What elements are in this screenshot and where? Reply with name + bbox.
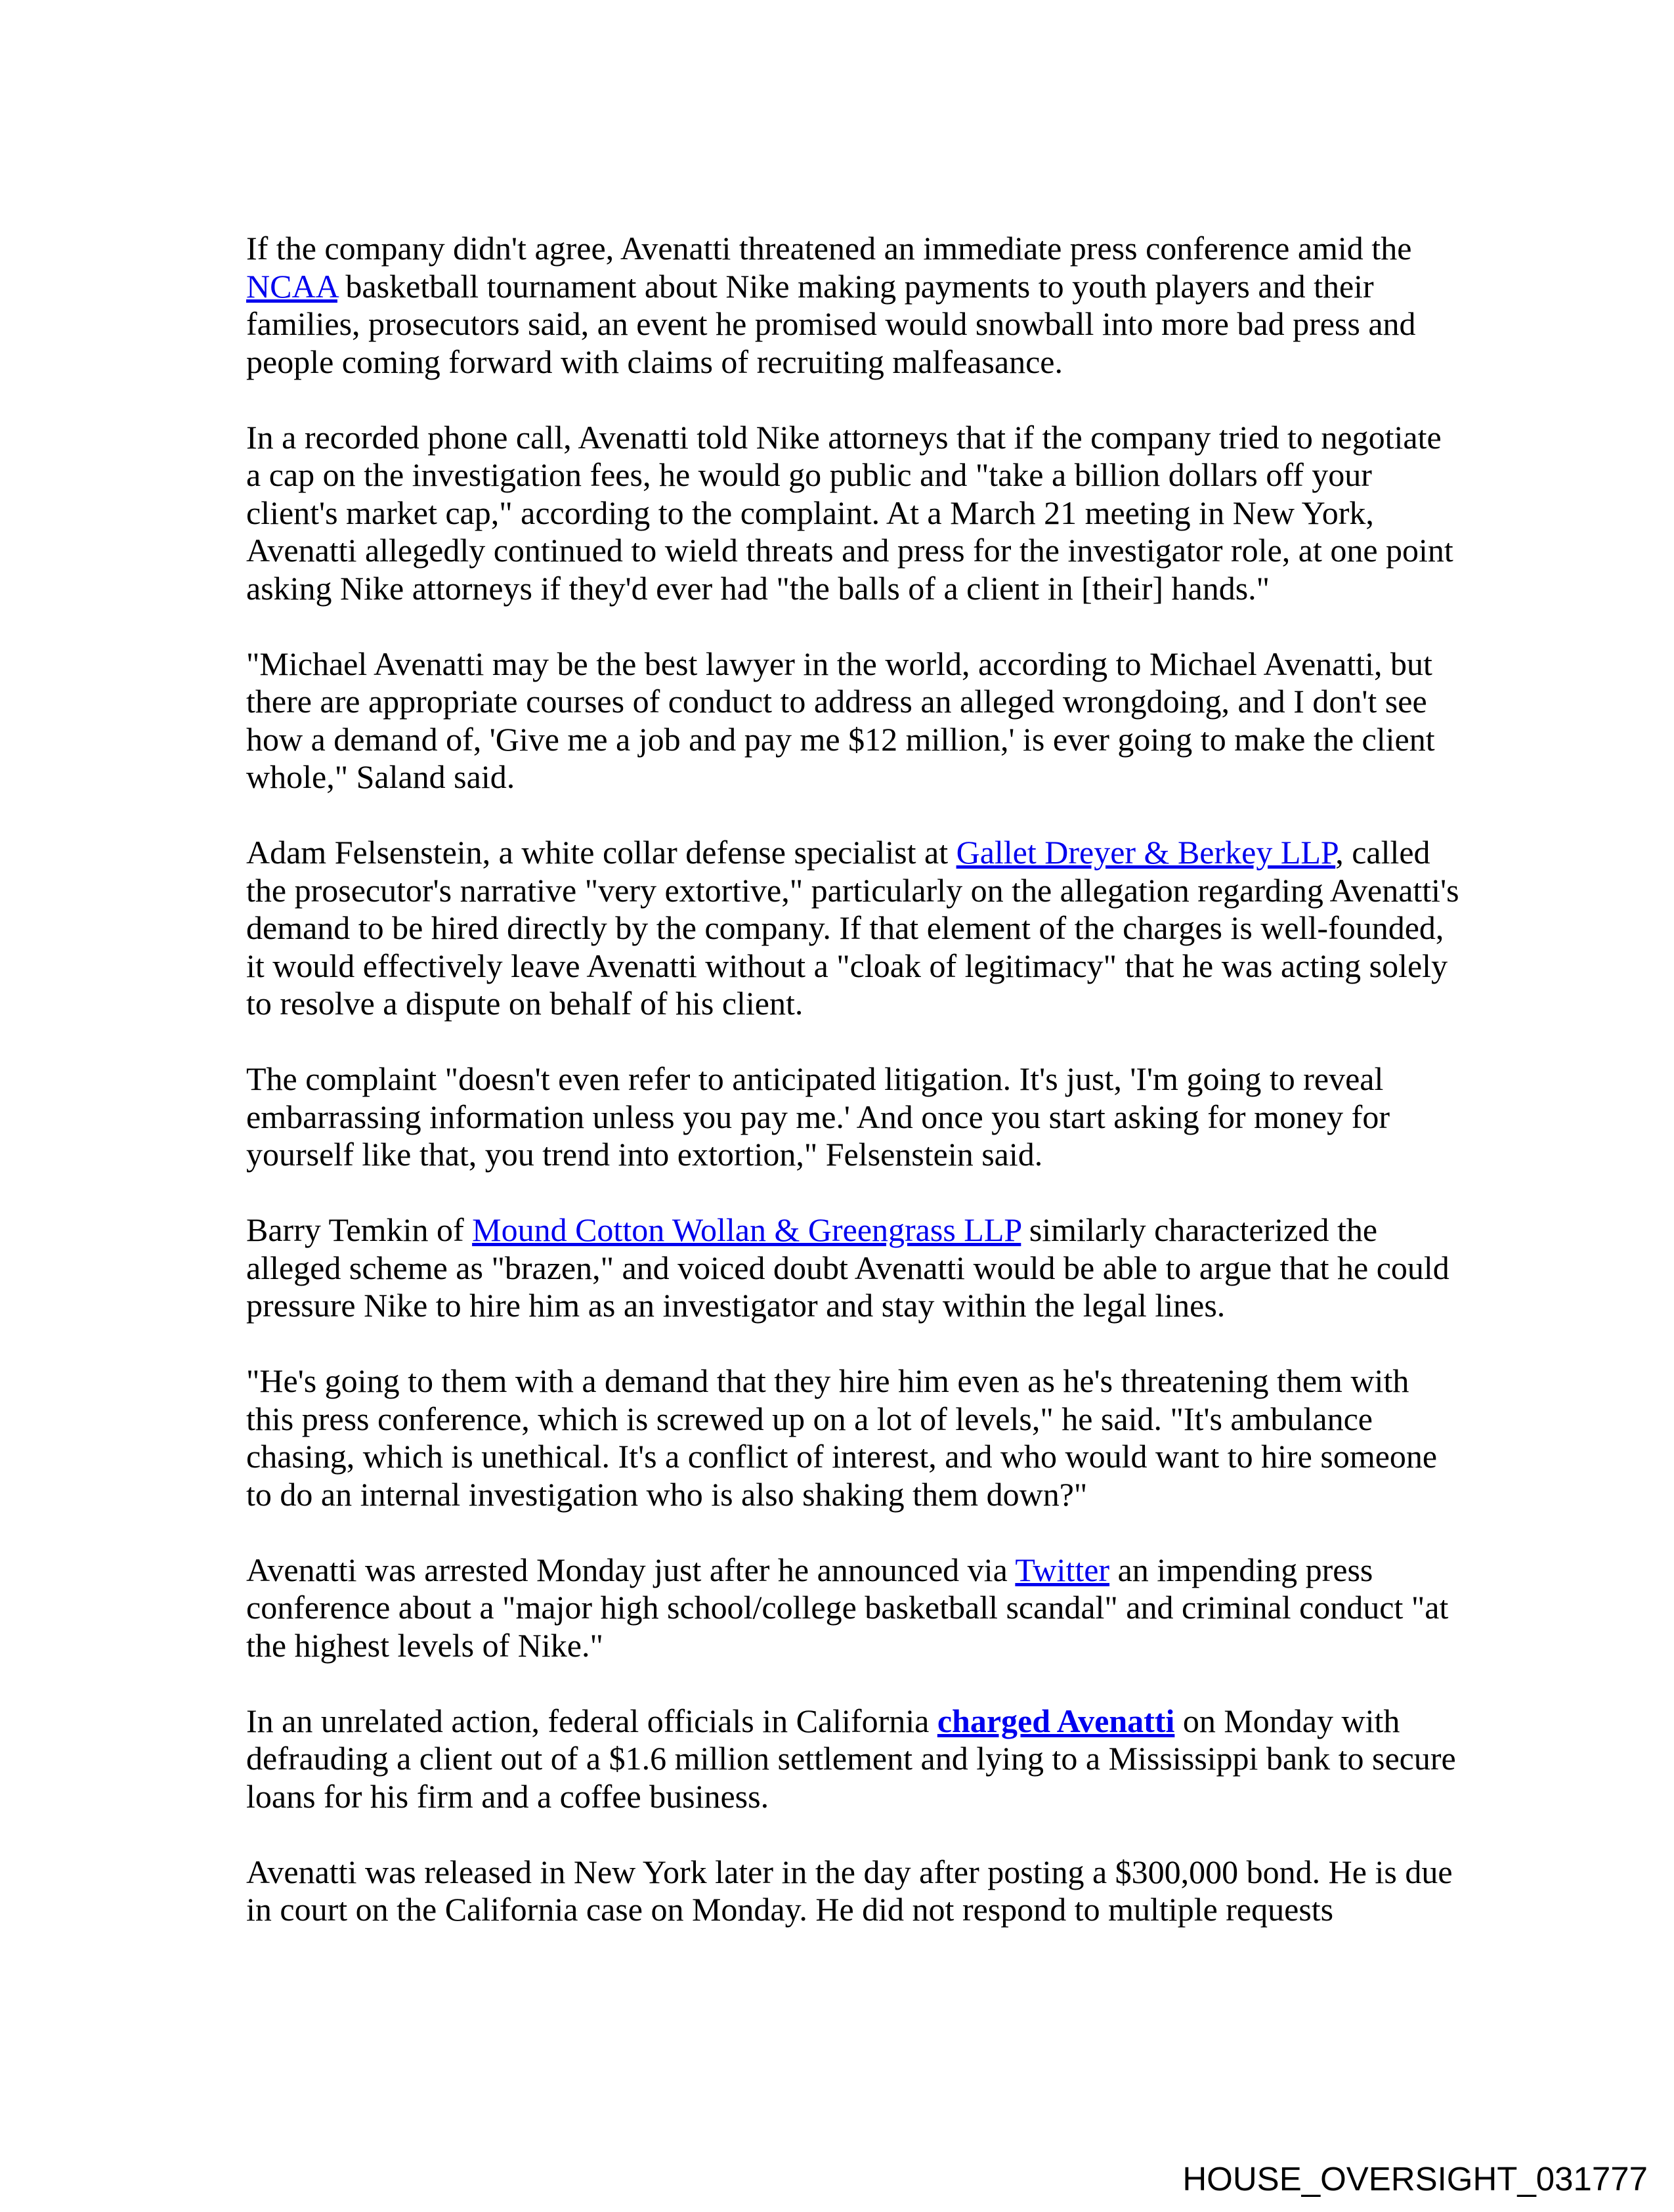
paragraph-text: on Monday with defrauding a client out of a $1.6 million settlement and lying to a Mississippi bank to secure loans for his firm and a coffee business. xyxy=(246,1702,1456,1815)
article-paragraph xyxy=(246,1060,1461,1174)
paragraph-text: similarly characterized the alleged scheme as "brazen," and voiced doubt Avenatti would be able to argue that he could pressure Nike to hire him as an investigator and stay within the legal lines. xyxy=(246,1211,1449,1324)
paragraph-text: If the company didn't agree, Avenatti threatened an immediate press conference amid the xyxy=(246,230,1412,267)
paragraph-text: "He's going to them with a demand that they hire him even as he's threatening them with this press conference, which is screwed up on a lot of levels," he said. "It's ambulance chasing, which is unethical. It's a conflict of interest, and who would want to hire someone to do an internal investigation who is also shaking them down?" xyxy=(246,1362,1438,1513)
paragraph-text: Avenatti was released in New York later in the day after posting a $300,000 bond. He is due in court on the California case on Monday. He did not respond to multiple requests xyxy=(246,1853,1453,1928)
paragraph-text: basketball tournament about Nike making payments to youth players and their families, prosecutors said, an event he promised would snowball into more bad press and people coming forward with claims of recruiting malfeasance. xyxy=(246,267,1416,380)
paragraph-text: In an unrelated action, federal officials in California xyxy=(246,1702,937,1739)
article-paragraph xyxy=(246,1551,1461,1665)
article-paragraph xyxy=(246,419,1461,608)
link-mound-cotton-wollan-greengrass-llp[interactable]: Mound Cotton Wollan & Greengrass LLP xyxy=(472,1211,1021,1248)
paragraph-text: In a recorded phone call, Avenatti told Nike attorneys that if the company tried to negotiate a cap on the investigation fees, he would go public and "take a billion dollars off your client's market cap," according to the complaint. At a March 21 meeting in New York, Avenatti allegedly continued to wield threats and press for the investigator role, at one point asking Nike attorneys if they'd ever had "the balls of a client in [their] hands." xyxy=(246,418,1453,607)
link-charged-avenatti[interactable]: charged Avenatti xyxy=(937,1702,1175,1739)
paragraph-text: Barry Temkin of xyxy=(246,1211,473,1248)
article-paragraph xyxy=(246,645,1461,796)
article-paragraph xyxy=(246,834,1461,1023)
paragraph-text: , called the prosecutor's narrative "very extortive," particularly on the allegation regarding Avenatti's demand to be hired directly by the company. If that element of the charges is well-founded, it would effectively leave Avenatti without a "cloak of legitimacy" that he was acting solely to resolve a dispute on behalf of his client. xyxy=(246,834,1459,1022)
paragraph-text: The complaint "doesn't even refer to anticipated litigation. It's just, 'I'm going to reveal embarrassing information unless you pay me.' And once you start asking for money for yourself like that, you trend into extortion," Felsenstein said. xyxy=(246,1060,1390,1173)
article-paragraph xyxy=(246,1702,1461,1816)
bates-number: HOUSE_OVERSIGHT_031777 xyxy=(1182,2160,1648,2198)
paragraph-text: "Michael Avenatti may be the best lawyer in the world, according to Michael Avenatti, but there are appropriate courses of conduct to address an alleged wrongdoing, and I don't see how a demand of, 'Give me a job and pay me $12 million,' is ever going to make the client whole," Saland said. xyxy=(246,645,1435,795)
paragraph-text: an impending press conference about a "major high school/college basketball scandal" and criminal conduct "at the highest levels of Nike." xyxy=(246,1551,1449,1664)
article-paragraph xyxy=(246,1211,1461,1325)
paragraph-text: Adam Felsenstein, a white collar defense specialist at xyxy=(246,834,956,871)
article-paragraph xyxy=(246,1854,1461,1929)
article-paragraph xyxy=(246,230,1461,381)
link-ncaa[interactable]: NCAA xyxy=(246,267,337,305)
article-body xyxy=(246,230,1461,1966)
article-paragraph xyxy=(246,1362,1461,1513)
paragraph-text: Avenatti was arrested Monday just after he announced via xyxy=(246,1551,1016,1588)
link-gallet-dreyer-berkey-llp[interactable]: Gallet Dreyer & Berkey LLP xyxy=(956,834,1336,871)
link-twitter[interactable]: Twitter xyxy=(1015,1551,1110,1588)
